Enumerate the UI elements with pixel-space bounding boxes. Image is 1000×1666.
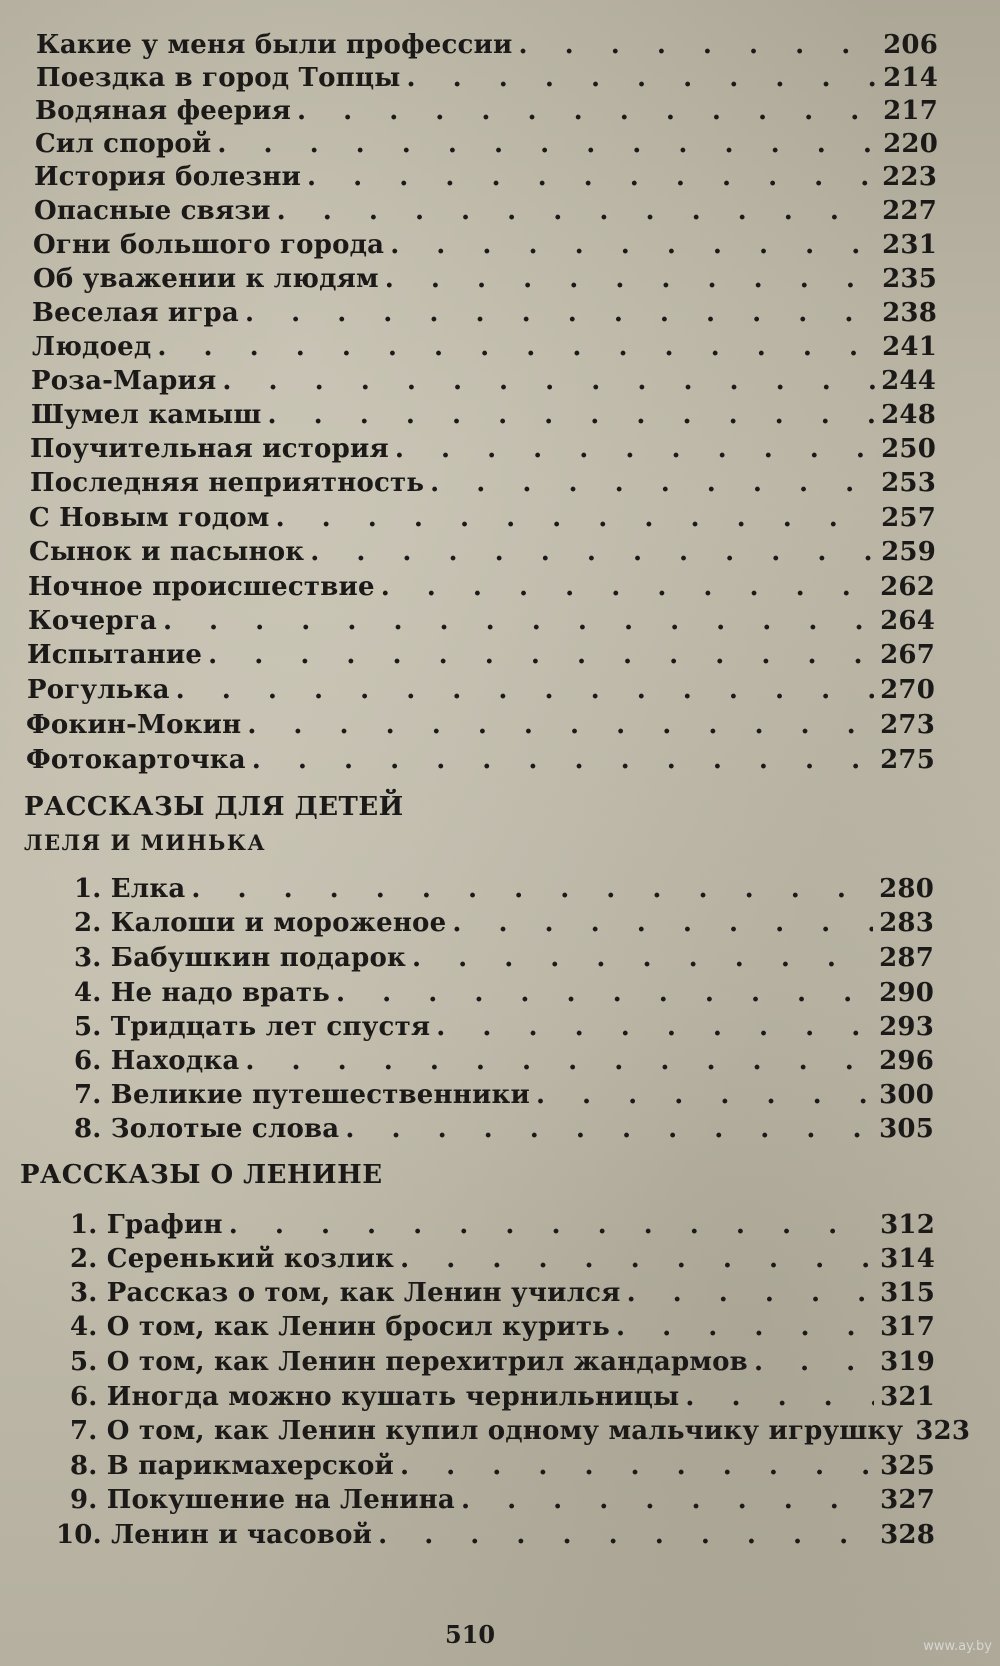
toc-entry-title: 7. О том, как Ленин купил одному мальчику игрушку — [70, 1416, 904, 1446]
toc-entry — [34, 162, 937, 192]
toc-entry-title: Кочерга — [28, 606, 157, 636]
dot-leader — [245, 1046, 873, 1076]
dot-leader — [336, 978, 873, 1008]
dot-leader — [685, 1382, 874, 1412]
dot-leader — [627, 1278, 875, 1308]
dot-leader — [276, 503, 876, 533]
toc-entry — [36, 63, 938, 93]
toc-entry — [70, 1347, 935, 1377]
dot-leader — [307, 162, 876, 192]
dot-leader — [430, 468, 875, 498]
toc-entry-title: 4. О том, как Ленин бросил курить — [70, 1312, 611, 1342]
page-number: 510 — [445, 1620, 496, 1649]
toc-entry-title: Водяная феерия — [35, 96, 291, 126]
toc-entry — [30, 434, 936, 464]
toc-entry-page: 325 — [880, 1451, 935, 1481]
toc-entry-title: Людоед — [32, 332, 152, 362]
section-heading: РАССКАЗЫ О ЛЕНИНЕ — [20, 1160, 383, 1190]
toc-entry-page: 231 — [882, 230, 937, 260]
toc-entry — [74, 943, 934, 973]
section-heading: РАССКАЗЫ ДЛЯ ДЕТЕЙ — [24, 792, 404, 822]
dot-leader — [407, 63, 878, 93]
toc-entry-title: Рогулька — [27, 675, 170, 705]
dot-leader — [268, 400, 876, 430]
toc-entry-page: 287 — [879, 943, 934, 973]
toc-entry-title: Веселая игра — [32, 298, 239, 328]
toc-entry — [36, 30, 938, 60]
toc-entry-title: Шумел камыш — [31, 400, 262, 430]
dot-leader — [395, 434, 875, 464]
toc-entry-page: 312 — [880, 1210, 935, 1240]
toc-entry-title: 3. Бабушкин подарок — [74, 943, 406, 973]
toc-entry — [70, 1382, 935, 1412]
toc-entry-title: 5. О том, как Ленин перехитрил жандармов — [70, 1347, 748, 1377]
dot-leader — [616, 1312, 874, 1342]
toc-entry-page: 305 — [879, 1114, 934, 1144]
toc-entry — [32, 298, 937, 328]
dot-leader — [381, 572, 874, 602]
toc-entry-title: 8. В парикмахерской — [70, 1451, 395, 1481]
toc-entry-title: 10. Ленин и часовой — [56, 1520, 373, 1550]
toc-entry-page: 220 — [883, 129, 938, 159]
toc-entry-page: 321 — [880, 1382, 935, 1412]
dot-leader — [400, 1451, 874, 1481]
section-subheading: ЛЕЛЯ И МИНЬКА — [24, 830, 267, 855]
toc-entry — [26, 745, 935, 775]
toc-entry-page: 262 — [880, 572, 935, 602]
toc-entry — [74, 1046, 934, 1076]
toc-entry-page: 248 — [881, 400, 936, 430]
toc-entry — [74, 1012, 934, 1042]
dot-leader — [536, 1080, 873, 1110]
toc-entry — [29, 537, 936, 567]
toc-entry-page: 206 — [883, 30, 938, 60]
toc-entry-title: 6. Иногда можно кушать чернильницы — [70, 1382, 680, 1412]
toc-entry — [33, 264, 937, 294]
toc-entry-title: Сынок и пасынок — [29, 537, 305, 567]
toc-entry-title: Ночное происшествие — [28, 572, 375, 602]
toc-entry — [27, 675, 935, 705]
toc-entry — [33, 230, 937, 260]
toc-entry-title: 1. Графин — [70, 1210, 223, 1240]
toc-entry — [74, 1080, 934, 1110]
dot-leader — [452, 908, 873, 938]
toc-entry — [31, 366, 936, 396]
toc-entry — [31, 400, 936, 430]
toc-entry-page: 328 — [880, 1520, 935, 1550]
toc-entry — [30, 468, 936, 498]
toc-entry-title: С Новым годом — [29, 503, 270, 533]
toc-entry — [28, 606, 935, 636]
toc-entry-page: 235 — [882, 264, 937, 294]
dot-leader — [345, 1114, 873, 1144]
toc-entry-page: 275 — [880, 745, 935, 775]
dot-leader — [252, 745, 874, 775]
toc-entry — [74, 874, 934, 904]
toc-entry-page: 296 — [879, 1046, 934, 1076]
toc-entry — [70, 1416, 971, 1446]
toc-entry-page: 319 — [880, 1347, 935, 1377]
toc-entry-title: Сил спорой — [35, 129, 212, 159]
toc-entry — [28, 572, 935, 602]
toc-entry — [35, 96, 938, 126]
toc-entry-page: 214 — [883, 63, 938, 93]
toc-entry — [70, 1312, 935, 1342]
toc-entry-page: 244 — [881, 366, 936, 396]
toc-entry — [70, 1451, 935, 1481]
dot-leader — [519, 30, 878, 60]
toc-entry — [26, 710, 935, 740]
dot-leader — [390, 230, 876, 260]
toc-entry-title: Испытание — [27, 640, 203, 670]
dot-leader — [229, 1210, 874, 1240]
toc-entry-page: 283 — [879, 908, 934, 938]
toc-entry-title: Какие у меня были профессии — [36, 30, 513, 60]
toc-entry-page: 267 — [880, 640, 935, 670]
dot-leader — [400, 1244, 874, 1274]
toc-entry-title: 8. Золотые слова — [74, 1114, 340, 1144]
toc-entry-page: 317 — [880, 1312, 935, 1342]
toc-entry-title: 3. Рассказ о том, как Ленин учился — [70, 1278, 621, 1308]
toc-entry — [35, 129, 938, 159]
watermark: www.ay.by — [923, 1639, 992, 1654]
toc-entry-title: 5. Тридцать лет спустя — [74, 1012, 431, 1042]
toc-entry-title: Поездка в город Топцы — [36, 63, 401, 93]
toc-entry-title: Последняя неприятность — [30, 468, 425, 498]
toc-entry-title: Фокин-Мокин — [26, 710, 242, 740]
toc-entry — [70, 1210, 935, 1240]
toc-entry-page: 293 — [879, 1012, 934, 1042]
toc-entry — [29, 503, 936, 533]
toc-entry-title: Огни большого города — [33, 230, 385, 260]
toc-entry-page: 253 — [881, 468, 936, 498]
toc-entry-title: Опасные связи — [34, 196, 271, 226]
toc-entry-page: 314 — [880, 1244, 935, 1274]
toc-entry-title: 6. Находка — [74, 1046, 240, 1076]
toc-entry-page: 327 — [880, 1485, 935, 1515]
dot-leader — [412, 943, 873, 973]
toc-entry — [32, 332, 937, 362]
toc-entry-page: 217 — [883, 96, 938, 126]
toc-entry-page: 227 — [882, 196, 937, 226]
toc-entry-page: 238 — [882, 298, 937, 328]
toc-entry-page: 300 — [879, 1080, 934, 1110]
toc-entry-title: 7. Великие путешественники — [74, 1080, 530, 1110]
toc-entry — [56, 1520, 935, 1550]
dot-leader — [461, 1485, 874, 1515]
dot-leader — [245, 298, 876, 328]
dot-leader — [277, 196, 876, 226]
toc-entry-title: Роза-Мария — [31, 366, 217, 396]
toc-entry — [70, 1278, 935, 1308]
toc-entry-title: 9. Покушение на Ленина — [70, 1485, 455, 1515]
dot-leader — [176, 675, 874, 705]
toc-entry-title: Фотокарточка — [26, 745, 246, 775]
toc-entry-title: 2. Серенький козлик — [70, 1244, 395, 1274]
toc-entry-page: 323 — [915, 1416, 971, 1446]
toc-entry — [34, 196, 937, 226]
toc-entry — [27, 640, 935, 670]
dot-leader — [157, 332, 876, 362]
toc-entry-page: 280 — [879, 874, 934, 904]
toc-entry-page: 257 — [881, 503, 936, 533]
toc-entry-page: 270 — [880, 675, 935, 705]
toc-entry-page: 273 — [880, 710, 935, 740]
toc-entry-title: 1. Елка — [74, 874, 186, 904]
dot-leader — [208, 640, 874, 670]
dot-leader — [217, 129, 877, 159]
toc-entry-title: Поучительная история — [30, 434, 389, 464]
toc-entry-page: 241 — [882, 332, 937, 362]
dot-leader — [436, 1012, 873, 1042]
toc-entry-page: 315 — [880, 1278, 935, 1308]
toc-entry-page: 290 — [879, 978, 934, 1008]
toc-entry — [74, 1114, 934, 1144]
toc-entry — [70, 1244, 935, 1274]
toc-entry — [70, 1485, 935, 1515]
toc-entry — [74, 978, 934, 1008]
toc-entry-page: 259 — [881, 537, 936, 567]
toc-entry-title: 4. Не надо врать — [74, 978, 331, 1008]
toc-entry-title: Об уважении к людям — [33, 264, 379, 294]
dot-leader — [385, 264, 876, 294]
dot-leader — [191, 874, 873, 904]
dot-leader — [378, 1520, 874, 1550]
toc-entry-title: История болезни — [34, 162, 302, 192]
dot-leader — [163, 606, 874, 636]
dot-leader — [310, 537, 875, 567]
dot-leader — [297, 96, 877, 126]
dot-leader — [754, 1347, 874, 1377]
toc-entry-page: 264 — [880, 606, 935, 636]
toc-entry-title: 2. Калоши и мороженое — [74, 908, 447, 938]
toc-entry — [74, 908, 934, 938]
toc-entry-page: 250 — [881, 434, 936, 464]
dot-leader — [247, 710, 874, 740]
toc-entry-page: 223 — [882, 162, 937, 192]
dot-leader — [222, 366, 875, 396]
